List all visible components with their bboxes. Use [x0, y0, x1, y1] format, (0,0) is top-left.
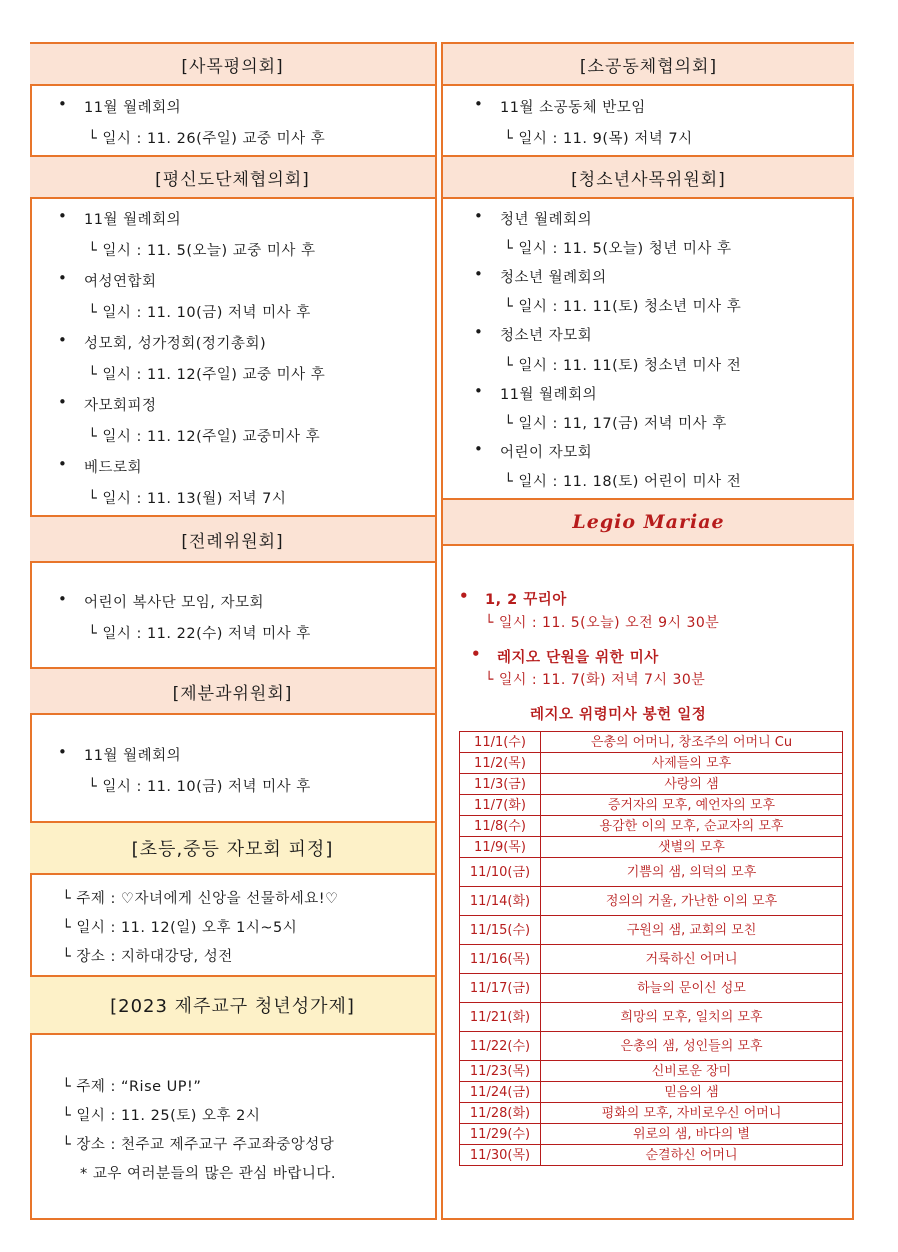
schedule-date: 11/16(목)	[460, 945, 541, 974]
youth-item-detail: └ 일시 : 11. 5(오늘) 청년 미사 후	[504, 241, 732, 257]
retreat-line: └ 장소 : 지하대강당, 성전	[62, 949, 233, 965]
retreat-line: └ 주제 : ♡자녀에게 신앙을 선물하세요!♡	[62, 891, 339, 907]
schedule-date: 11/7(화)	[460, 795, 541, 816]
schedule-date: 11/23(목)	[460, 1061, 541, 1082]
samok-title: [사목평의회]	[181, 56, 284, 77]
pyeongsin-item-label: • 11월 월례회의	[84, 208, 181, 229]
schedule-name: 사제들의 모후	[541, 753, 843, 774]
youth-item-detail: └ 일시 : 11. 18(토) 어린이 미사 전	[504, 474, 742, 490]
youth-header	[443, 155, 854, 199]
table-row	[460, 837, 843, 858]
schedule-name: 기쁨의 샘, 의덕의 모후	[541, 858, 843, 887]
table-row	[460, 974, 843, 1003]
schedule-name: 거룩하신 어머니	[541, 945, 843, 974]
schedule-date: 11/21(화)	[460, 1003, 541, 1032]
pyeongsin-header	[30, 155, 435, 199]
youth-item-label: • 11월 월례회의	[500, 383, 597, 404]
jeollye-header	[30, 515, 435, 563]
schedule-date: 11/1(수)	[460, 732, 541, 753]
table-row	[460, 916, 843, 945]
schedule-name: 은총의 샘, 성인들의 모후	[541, 1032, 843, 1061]
schedule-date: 11/10(금)	[460, 858, 541, 887]
festival-line: └ 주제 : “Rise UP!”	[62, 1079, 202, 1095]
table-row	[460, 753, 843, 774]
schedule-date: 11/30(목)	[460, 1145, 541, 1166]
youth-item-detail: └ 일시 : 11, 17(금) 저녁 미사 후	[504, 416, 727, 432]
legio-item-label: • 1, 2 꾸리아	[485, 588, 567, 609]
samok-item-label: • 11월 월례회의	[84, 96, 181, 117]
schedule-name: 하늘의 문이신 성모	[541, 974, 843, 1003]
schedule-date: 11/14(화)	[460, 887, 541, 916]
samok-item-detail: └ 일시 : 11. 26(주일) 교중 미사 후	[88, 131, 326, 147]
schedule-date: 11/22(수)	[460, 1032, 541, 1061]
jeollye-item-detail: └ 일시 : 11. 22(수) 저녁 미사 후	[88, 626, 311, 642]
schedule-name: 희망의 모후, 일치의 모후	[541, 1003, 843, 1032]
schedule-date: 11/24(금)	[460, 1082, 541, 1103]
schedule-name: 평화의 모후, 자비로우신 어머니	[541, 1103, 843, 1124]
table-row	[460, 1124, 843, 1145]
youth-title: [청소년사목위원회]	[571, 169, 726, 190]
legio-item-label: • 레지오 단원을 위한 미사	[497, 646, 659, 667]
retreat-title: [초등,중등 자모회 피정]	[131, 839, 334, 860]
table-row	[460, 732, 843, 753]
pyeongsin-item-detail: └ 일시 : 11. 12(주일) 교중미사 후	[88, 429, 321, 445]
retreat-line: └ 일시 : 11. 12(일) 오후 1시~5시	[62, 920, 298, 936]
table-row	[460, 1003, 843, 1032]
table-row	[460, 945, 843, 974]
schedule-name: 증거자의 모후, 예언자의 모후	[541, 795, 843, 816]
youth-item-label: • 청소년 자모회	[500, 324, 592, 345]
table-row	[460, 1061, 843, 1082]
sogongdong-header	[443, 42, 854, 86]
pyeongsin-item-label: • 자모회피정	[84, 394, 157, 415]
table-row	[460, 795, 843, 816]
festival-note: * 교우 여러분들의 많은 관심 바랍니다.	[80, 1166, 337, 1182]
pyeongsin-item-label: • 여성연합회	[84, 270, 157, 291]
schedule-date: 11/2(목)	[460, 753, 541, 774]
table-row	[460, 858, 843, 887]
schedule-name: 용감한 이의 모후, 순교자의 모후	[541, 816, 843, 837]
schedule-name: 믿음의 샘	[541, 1082, 843, 1103]
youth-item-label: • 어린이 자모회	[500, 441, 592, 462]
table-row	[460, 1082, 843, 1103]
table-row	[460, 887, 843, 916]
schedule-date: 11/3(금)	[460, 774, 541, 795]
column-divider	[435, 42, 443, 1220]
legio-header	[443, 498, 854, 546]
jebun-item-detail: └ 일시 : 11. 10(금) 저녁 미사 후	[88, 779, 311, 795]
jeollye-item-label: • 어린이 복사단 모임, 자모회	[84, 591, 264, 612]
table-row	[460, 774, 843, 795]
schedule-date: 11/17(금)	[460, 974, 541, 1003]
schedule-date: 11/8(수)	[460, 816, 541, 837]
schedule-date: 11/28(화)	[460, 1103, 541, 1124]
youth-item-detail: └ 일시 : 11. 11(토) 청소년 미사 후	[504, 299, 742, 315]
pyeongsin-item-detail: └ 일시 : 11. 12(주일) 교중 미사 후	[88, 367, 326, 383]
youth-item-label: • 청소년 월례회의	[500, 266, 607, 287]
legio-title: Legio Mariae	[572, 511, 725, 533]
schedule-name: 샛별의 모후	[541, 837, 843, 858]
schedule-name: 사랑의 샘	[541, 774, 843, 795]
jebun-header	[30, 667, 435, 715]
youth-item-label: • 청년 월례회의	[500, 208, 592, 229]
festival-title: [2023 제주교구 청년성가제]	[110, 996, 355, 1017]
legio-item-detail: └ 일시 : 11. 7(화) 저녁 7시 30분	[485, 672, 706, 688]
festival-line: └ 일시 : 11. 25(토) 오후 2시	[62, 1108, 261, 1124]
schedule-name: 위로의 샘, 바다의 별	[541, 1124, 843, 1145]
jebun-item-label: • 11월 월례회의	[84, 744, 181, 765]
schedule-date: 11/9(목)	[460, 837, 541, 858]
schedule-date: 11/15(수)	[460, 916, 541, 945]
schedule-date: 11/29(수)	[460, 1124, 541, 1145]
pyeongsin-item-label: • 성모회, 성가정회(정기총회)	[84, 332, 266, 353]
youth-item-detail: └ 일시 : 11. 11(토) 청소년 미사 전	[504, 358, 742, 374]
sogongdong-item-detail: └ 일시 : 11. 9(목) 저녁 7시	[504, 131, 693, 147]
legio-item-detail: └ 일시 : 11. 5(오늘) 오전 9시 30분	[485, 615, 720, 631]
festival-line: └ 장소 : 천주교 제주교구 주교좌중앙성당	[62, 1137, 335, 1153]
schedule-name: 정의의 거울, 가난한 이의 모후	[541, 887, 843, 916]
table-row	[460, 1103, 843, 1124]
pyeongsin-item-detail: └ 일시 : 11. 13(월) 저녁 7시	[88, 491, 287, 507]
samok-header	[30, 42, 435, 86]
schedule-name: 은총의 어머니, 창조주의 어머니 Cu	[541, 732, 843, 753]
pyeongsin-item-label: • 베드로회	[84, 456, 142, 477]
festival-header	[30, 975, 435, 1035]
schedule-name: 신비로운 장미	[541, 1061, 843, 1082]
schedule-title: 레지오 위령미사 봉헌 일정	[530, 707, 707, 723]
table-row	[460, 1032, 843, 1061]
table-row	[460, 1145, 843, 1166]
schedule-name: 구원의 샘, 교회의 모친	[541, 916, 843, 945]
jeollye-title: [전례위원회]	[181, 531, 284, 552]
schedule-table	[459, 731, 843, 1166]
table-row	[460, 816, 843, 837]
pyeongsin-item-detail: └ 일시 : 11. 10(금) 저녁 미사 후	[88, 305, 311, 321]
sogongdong-title: [소공동체협의회]	[579, 56, 718, 77]
pyeongsin-title: [평신도단체협의회]	[155, 169, 310, 190]
schedule-name: 순결하신 어머니	[541, 1145, 843, 1166]
pyeongsin-item-detail: └ 일시 : 11. 5(오늘) 교중 미사 후	[88, 243, 316, 259]
sogongdong-item-label: • 11월 소공동체 반모임	[500, 96, 646, 117]
jebun-title: [제분과위원회]	[172, 683, 293, 704]
retreat-header	[30, 821, 435, 875]
